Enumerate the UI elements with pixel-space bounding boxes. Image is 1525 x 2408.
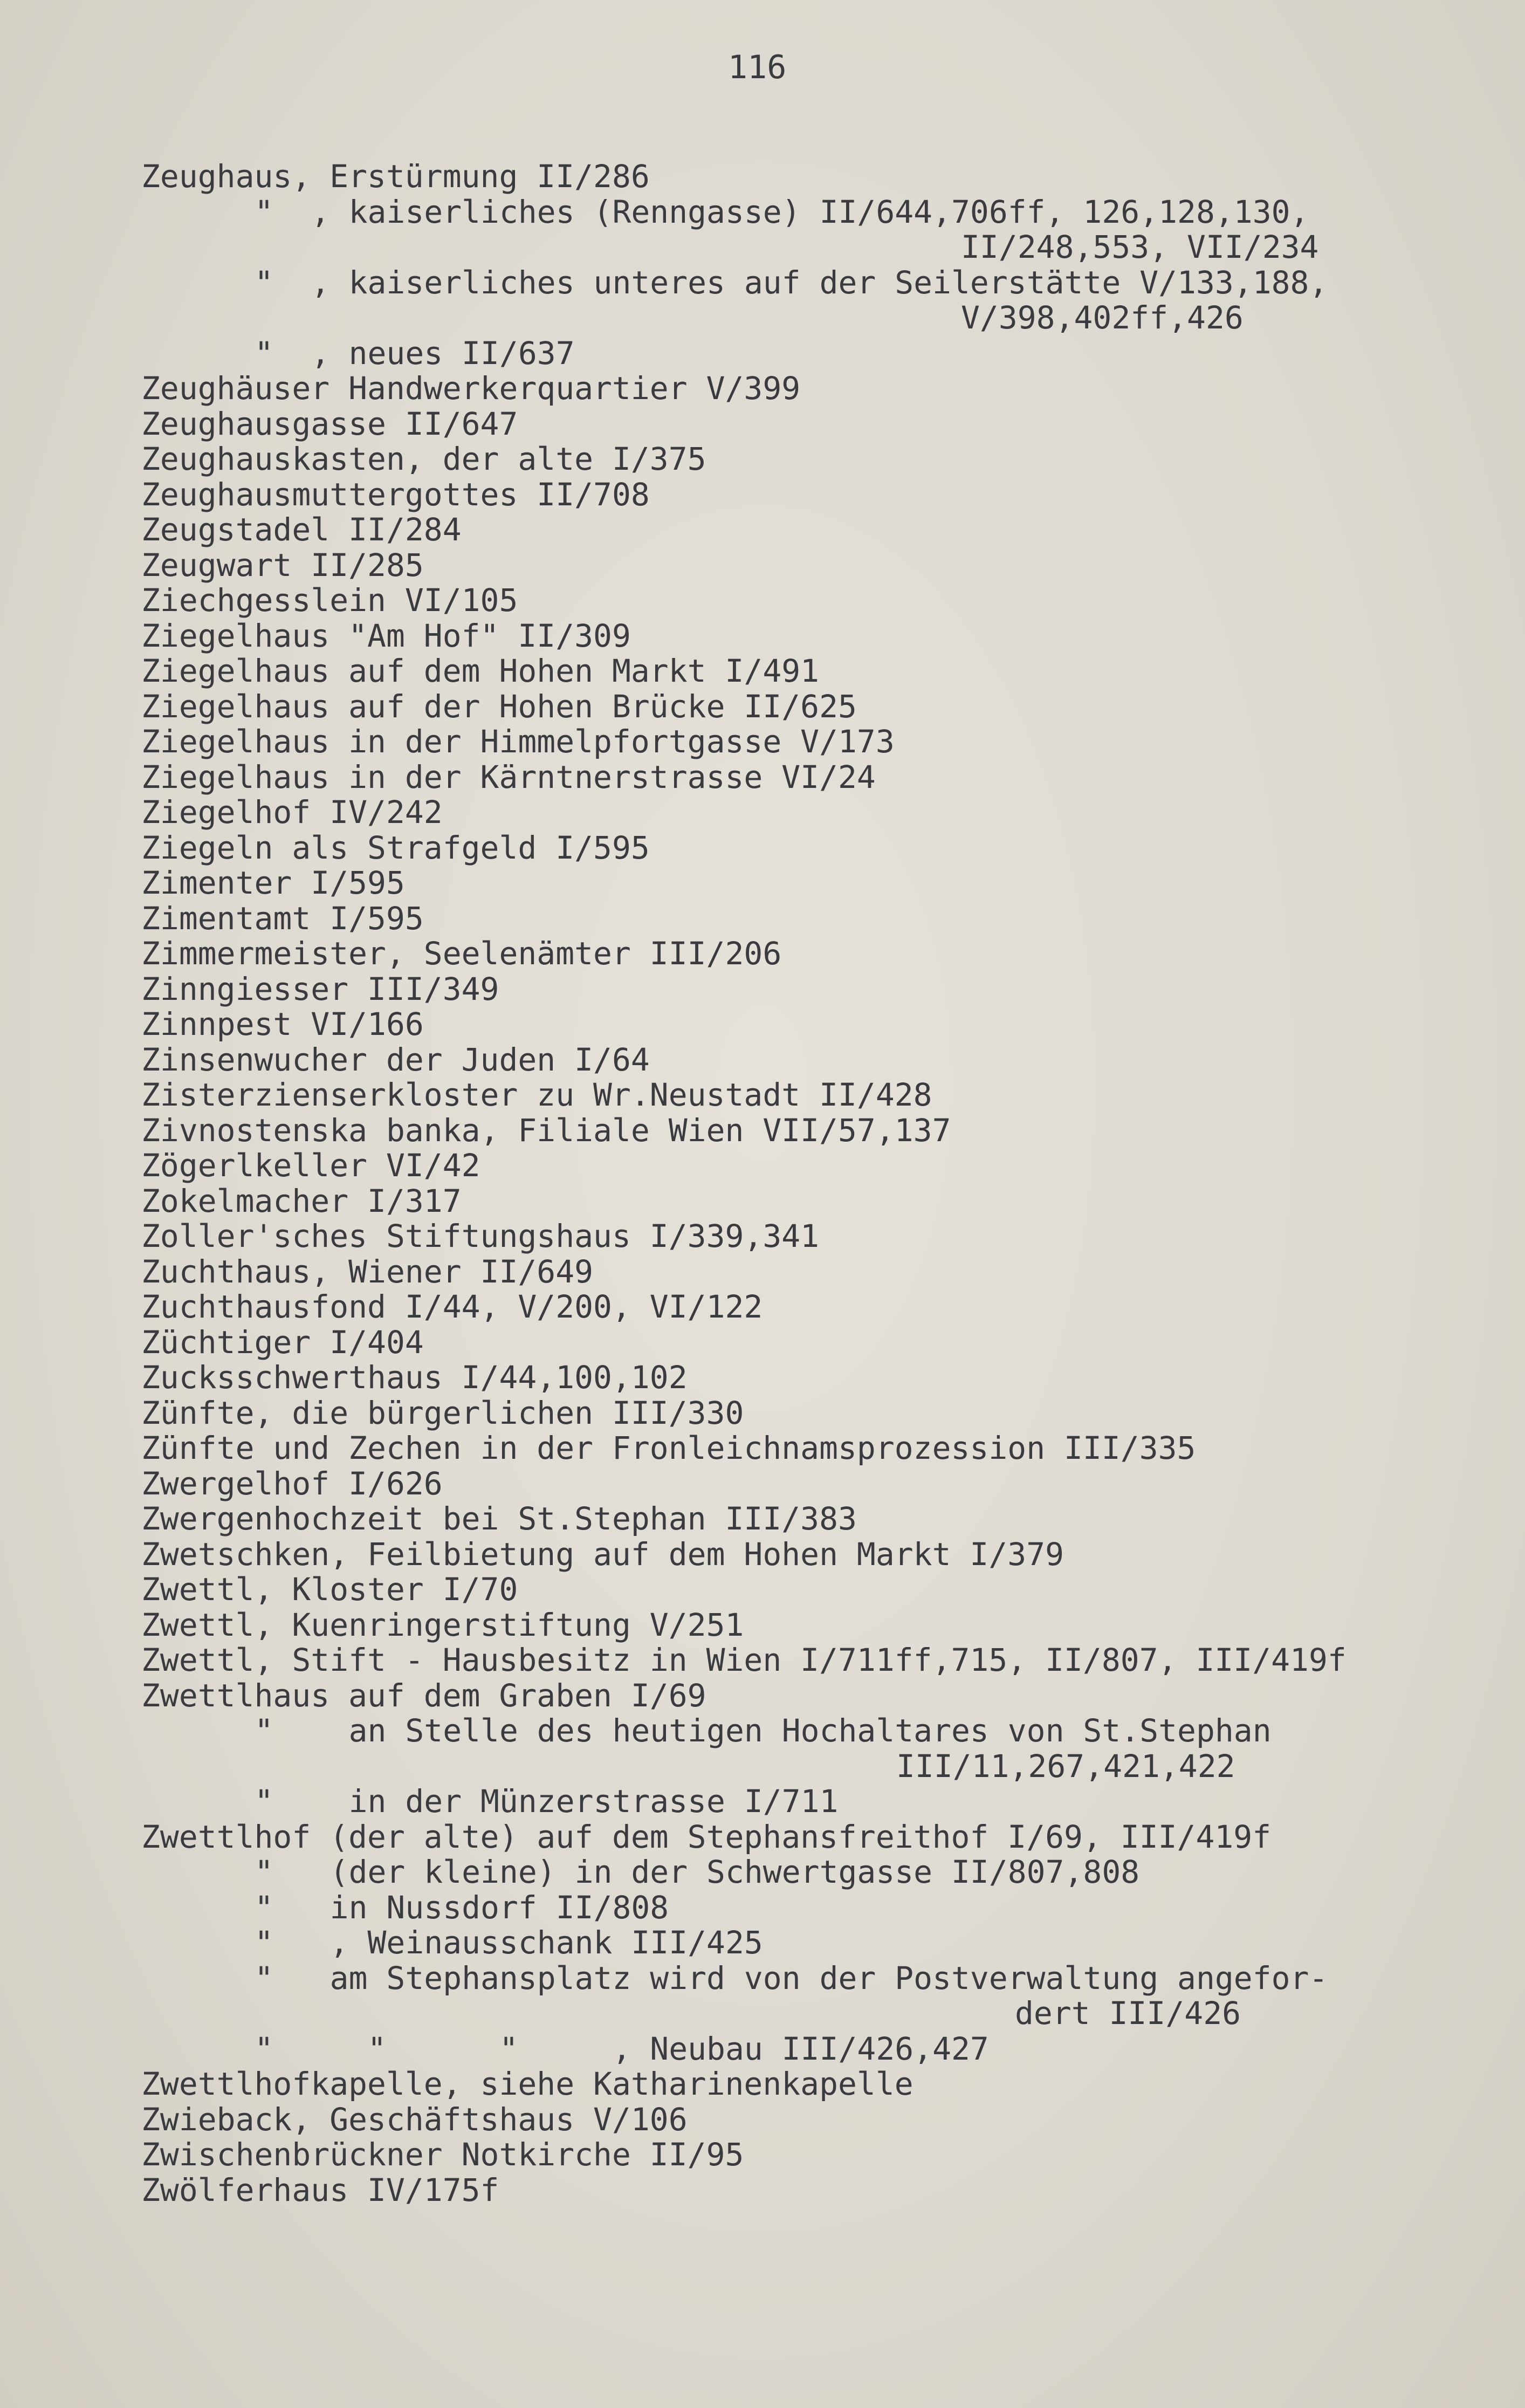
index-entry: Zimmermeister, Seelenämter III/206 [141,935,782,972]
index-entry: Zeughausgasse II/647 [141,405,518,442]
index-entry: Zwettlhofkapelle, siehe Katharinenkapelle [141,2066,913,2102]
index-entry-continuation: " in Nussdorf II/808 [255,1889,669,1926]
index-entry-continuation: " am Stephansplatz wird von der Postverwaltung angefor- [255,1959,1328,1997]
index-entry: Zivnostenska banka, Filiale Wien VII/57,137 [141,1112,951,1149]
index-entry: Zimenter I/595 [141,865,405,901]
index-entry: Zwieback, Geschäftshaus V/106 [141,2101,688,2138]
index-entry: Zwettl, Stift - Hausbesitz in Wien I/711ff,715, II/807, III/419f [141,1642,1347,1678]
index-entry: Zimentamt I/595 [141,900,424,937]
index-entry: Zuchthausfond I/44, V/200, VI/122 [141,1288,763,1325]
index-entry: Ziegelhaus auf dem Hohen Markt I/491 [141,653,820,689]
index-entry: Zeugstadel II/284 [141,511,462,548]
index-entry: Ziegelhaus in der Kärntnerstrasse VI/24 [141,758,876,795]
index-entry: Ziegelhaus "Am Hof" II/309 [141,617,631,654]
index-entry: Zwergelhof I/626 [141,1465,443,1502]
index-entry: Zwettlhof (der alte) auf dem Stephansfreithof I/69, III/419f [141,1818,1272,1855]
index-entry: Zünfte, die bürgerlichen III/330 [141,1394,744,1431]
index-entry-continuation: " in der Münzerstrasse I/711 [255,1783,839,1820]
index-entry-continuation: III/11,267,421,422 [896,1747,1235,1785]
index-entry: Zwettl, Kuenringerstiftung V/251 [141,1606,744,1643]
index-entry: Ziegelhaus in der Himmelpfortgasse V/173 [141,723,895,760]
index-entry: Zeughausmuttergottes II/708 [141,476,650,513]
index-entry: Zinsenwucher der Juden I/64 [141,1041,650,1078]
index-entry: Zisterzienserkloster zu Wr.Neustadt II/428 [141,1076,932,1113]
index-entry: Ziechgesslein VI/105 [141,582,518,619]
index-entry: Zeughaus, Erstürmung II/286 [141,158,650,195]
index-entry: Zoller'sches Stiftungshaus I/339,341 [141,1218,820,1254]
index-entry: Zeugwart II/285 [141,546,424,584]
index-entry: Zokelmacher I/317 [141,1182,462,1219]
index-entry-continuation: " (der kleine) in der Schwertgasse II/807,808 [255,1854,1140,1890]
index-entry: Zwölferhaus IV/175f [141,2171,499,2208]
index-entry-continuation: " , neues II/637 [255,334,575,372]
index-entry: Zeughauskasten, der alte I/375 [141,441,706,477]
index-entry: Ziegelhof IV/242 [141,794,443,831]
index-entry-continuation: " , Weinausschank III/425 [255,1924,763,1961]
index-list [141,159,1522,2208]
index-entry-continuation: " , kaiserliches (Renngasse) II/644,706ff, 126,128,130, [255,193,1309,230]
index-entry: Züchtiger I/404 [141,1323,424,1361]
page-number: 116 [728,49,787,86]
index-entry-continuation: " , kaiserliches unteres auf der Seilerstätte V/133,188, [255,264,1328,301]
index-entry: Zinnpest VI/166 [141,1006,424,1042]
index-entry: Ziegeln als Strafgeld I/595 [141,829,650,866]
index-entry-continuation: dert III/426 [1015,1995,1241,2032]
index-entry: Zwergenhochzeit bei St.Stephan III/383 [141,1500,857,1537]
index-entry: Zinngiesser III/349 [141,970,499,1007]
index-entry-continuation: " " " , Neubau III/426,427 [255,2030,989,2067]
index-entry: Zucksschwerthaus I/44,100,102 [141,1359,688,1396]
index-entry: Zögerlkeller VI/42 [141,1147,480,1184]
index-entry: Zwettl, Kloster I/70 [141,1571,518,1608]
index-entry: Zwetschken, Feilbietung auf dem Hohen Markt I/379 [141,1535,1064,1573]
index-entry: Zuchthaus, Wiener II/649 [141,1253,594,1290]
index-entry: Zünfte und Zechen in der Fronleichnamsprozession III/335 [141,1430,1196,1466]
index-entry: Zwettlhaus auf dem Graben I/69 [141,1677,706,1714]
index-entry-continuation: " an Stelle des heutigen Hochaltares von St.Stephan [255,1712,1272,1749]
index-entry: Zeughäuser Handwerkerquartier V/399 [141,370,801,407]
index-entry-continuation: V/398,402ff,426 [961,299,1244,336]
index-entry: Ziegelhaus auf der Hohen Brücke II/625 [141,688,857,725]
index-entry-continuation: II/248,553, VII/234 [961,229,1319,265]
index-entry: Zwischenbrückner Notkirche II/95 [141,2136,744,2173]
